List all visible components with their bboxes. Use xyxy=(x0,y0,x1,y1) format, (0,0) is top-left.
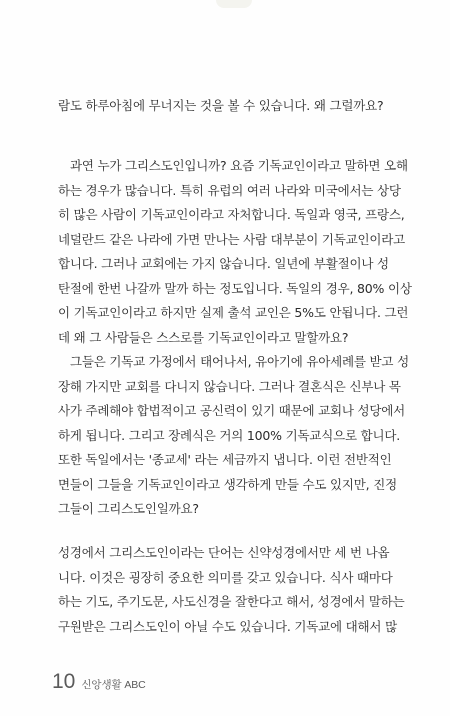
page-top-tab xyxy=(216,0,252,8)
book-title: 신앙생활 ABC xyxy=(81,679,146,691)
text-line: 또한 독일에서는 '종교세' 라는 세금까지 냅니다. 이런 전반적인 xyxy=(58,452,392,467)
paragraph-bible-word xyxy=(58,541,405,639)
page-number: 10 xyxy=(52,670,76,693)
text-line: 사가 주례해야 합법적이고 공신력이 있기 때문에 교회나 성당에서 xyxy=(58,403,406,418)
text-line: 그들이 그리스도인일까요? xyxy=(58,501,199,516)
text-line: 하게 됩니다. 그리고 장례식은 거의 100% 기독교식으로 합니다. xyxy=(58,427,401,443)
text-line: 네덜란드 같은 나라에 가면 만나는 사람 대부분이 기독교인이라고 xyxy=(58,231,406,247)
page-footer xyxy=(52,671,146,692)
text-line: 니다. 이것은 굉장히 중요한 의미를 갖고 있습니다. 식사 때마다 xyxy=(58,569,393,585)
paragraph-who-is-christian xyxy=(58,154,412,522)
text-line: 구원받은 그리스도인이 아닐 수도 있습니다. 기독교에 대해서 많 xyxy=(58,618,397,634)
text-line: 합니다. 그러나 교회에는 가지 않습니다. 일년에 부활절이나 성 xyxy=(58,256,389,271)
paragraph-intro xyxy=(58,94,390,119)
text-line: 장해 가지만 교회를 다니지 않습니다. 그러나 결혼식은 신부나 목 xyxy=(58,378,401,394)
text-line: 면들이 그들을 기독교인이라고 생각하게 만들 수도 있지만, 진정 xyxy=(58,476,397,492)
text-line: 데 왜 그 사람들은 스스로를 기독교인이라고 말할까요? xyxy=(58,329,349,345)
text-line: 탄절에 한번 나갈까 말까 하는 정도입니다. 독일의 경우, 80% 이상 xyxy=(58,280,412,296)
text-line: 하는 경우가 많습니다. 특히 유럽의 여러 나라와 미국에서는 상당 xyxy=(58,182,401,198)
text-line: 성경에서 그리스도인이라는 단어는 신약성경에서만 세 번 나옵 xyxy=(58,545,390,560)
text-line: 람도 하루아침에 무너지는 것을 볼 수 있습니다. 왜 그럴까요? xyxy=(58,98,384,113)
text-line: 그들은 기독교 가정에서 태어나서, 유아기에 유아세례를 받고 성 xyxy=(70,354,409,369)
text-line: 히 많은 사람이 기독교인이라고 자처합니다. 독일과 영국, 프랑스, xyxy=(58,207,405,222)
text-line: 이 기독교인이라고 하지만 실제 출석 교인은 5%도 안됩니다. 그런 xyxy=(58,305,409,320)
text-line: 하는 기도, 주기도문, 사도신경을 잘한다고 해서, 성경에서 말하는 xyxy=(58,594,405,609)
text-line: 과연 누가 그리스도인입니까? 요즘 기독교인이라고 말하면 오해 xyxy=(70,158,408,173)
